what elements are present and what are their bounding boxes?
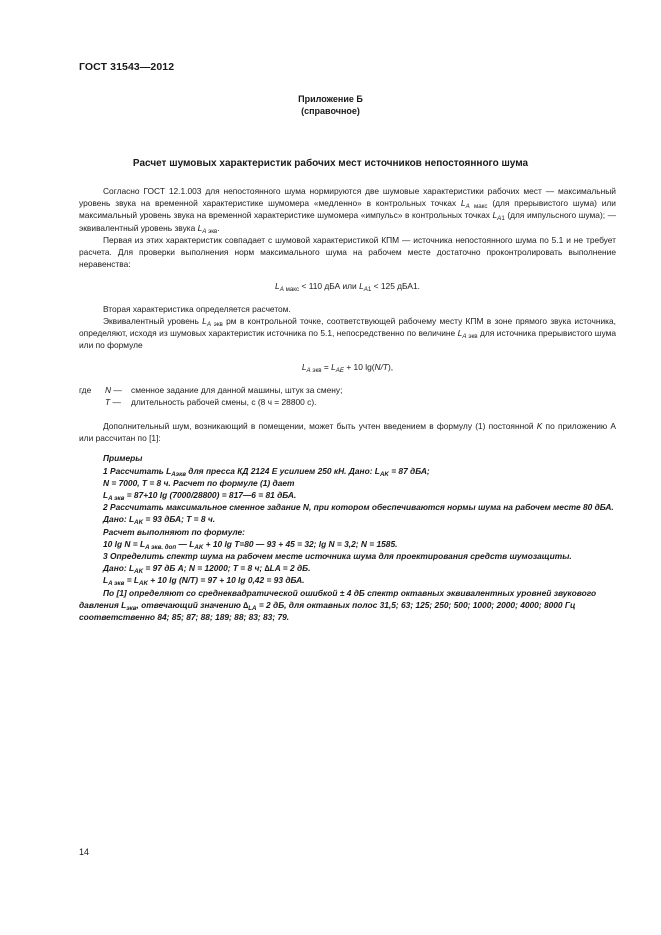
page-number: 14 bbox=[79, 847, 90, 857]
example-1-line-2: N = 7000, T = 8 ч. Расчет по формуле (1) дает bbox=[103, 477, 295, 488]
formula-inequality: $L_{A макс} < 110$ дБА или $L_{A1} < 125$ дБА1. bbox=[275, 281, 420, 294]
annex-name: Приложение Б bbox=[298, 94, 363, 104]
standard-header: ГОСТ 31543—2012 bbox=[79, 61, 175, 73]
where-row-t: T — длительность рабочей смены, с (8 ч = 28800 с). bbox=[105, 396, 317, 407]
annex-title: Расчет шумовых характеристик рабочих мест источников непостоянного шума bbox=[132, 158, 529, 169]
paragraph-1: Согласно ГОСТ 12.1.003 для непостоянного шума нормируются две шумовые характеристики рабочих мест — максимальный уровень звука на временной характеристике шумомера «медленно» в контрольных точках $L_{A макс}$ (для прерывистого шума) или максимальный уровень звука на временной характеристике шумомера «импульс» в контрольных точках $L_{A1}$ (для импульсного шума); — эквивалентный уровень звука $L_{A экв}$. bbox=[79, 186, 616, 235]
example-2-task: 2 Рассчитать максимальное сменное задание N, при котором обеспечиваются нормы шума на рабочем месте 80 дБА. bbox=[103, 502, 614, 513]
example-2-method: Расчет выполняют по формуле: bbox=[103, 526, 245, 537]
examples-block bbox=[79, 452, 616, 623]
body-text bbox=[79, 185, 616, 623]
paragraph-4: Эквивалентный уровень $L_{A экв}$ рм в контрольной точке, соответствующей рабочему месту КПМ в зоне прямого звука источника, определяют, исходя из шумовых характеристик источника по 5.1, непосредственно по величине $L_{A экв}$ для источника прерывистого шума или по формуле bbox=[79, 315, 616, 351]
formula-equivalent-level: $L_{A экв} = L_{AE} + 10$ lg(N/T), bbox=[301, 362, 394, 375]
example-2-calc: 10 $\lg N = L_{A экв. доп}$ — $L_{AK} + 10$ lg T=80 — 93 + 45 = 32; lg N = 3,2; N = 1585. bbox=[103, 538, 398, 551]
annex-kind: (справочное) bbox=[301, 106, 360, 116]
paragraph-5: Дополнительный шум, возникающий в помещении, может быть учтен введением в формулу (1) постоянной K по приложению А или рассчитан по [1]: bbox=[79, 421, 616, 444]
example-1-line-1: 1 Рассчитать $L_{Aэкв}$ для пресса КД 2124 Е усилием 250 кН. Дано: $L_{AK} = 87$ дБА; bbox=[103, 465, 430, 478]
example-3-task: 3 Определить спектр шума на рабочем месте источника шума для проектирования средств шумозащиты. bbox=[103, 551, 572, 562]
examples-heading: Примеры bbox=[103, 453, 143, 464]
example-1-line-3: $L_{A экв} = 87+10$ lg (7000/28800) = 817—6 = 81 дБА. bbox=[103, 490, 297, 503]
example-2-given: Дано: $L_{AK} = 93$ дБА; T = 8 ч. bbox=[103, 514, 216, 527]
where-row-n: где N — сменное задание для данной машины, штук за смену; bbox=[79, 384, 343, 395]
example-3-given: Дано: $L_{AK} = 97$ дБ А; N = 12000; T = 8 ч; ∆LA = 2 дБ. bbox=[103, 563, 311, 576]
paragraph-3: Вторая характеристика определяется расчетом. bbox=[103, 303, 291, 314]
paragraph-2: Первая из этих характеристик совпадает с шумовой характеристикой КПМ — источника непостоянного шума по 5.1 и не требует расчета. Для проверки выполнения норм максимального шума на рабочем месте достаточно проконтролировать выполнение неравенства: bbox=[79, 234, 616, 270]
example-3-calc: $L_{A экв} = L_{AK} + 10$ lg (N/T) = 97 + 10 lg 0,42 = 93 дБА. bbox=[103, 575, 305, 588]
example-3-result: По [1] определяют со среднеквадратической ошибкой ± 4 дБ спектр октавных эквивалентных уровней звукового давления $L_{экв}$, отвечающий значению $\Delta_{LA} = 2$ дБ, для октавных полос 31,5; 63; 125; 250; 500; 1000; 2000; 4000; 8000 Гц соответственно 84; 85; 87; 88; 189; 88; 83; 83; 79. bbox=[79, 587, 597, 623]
